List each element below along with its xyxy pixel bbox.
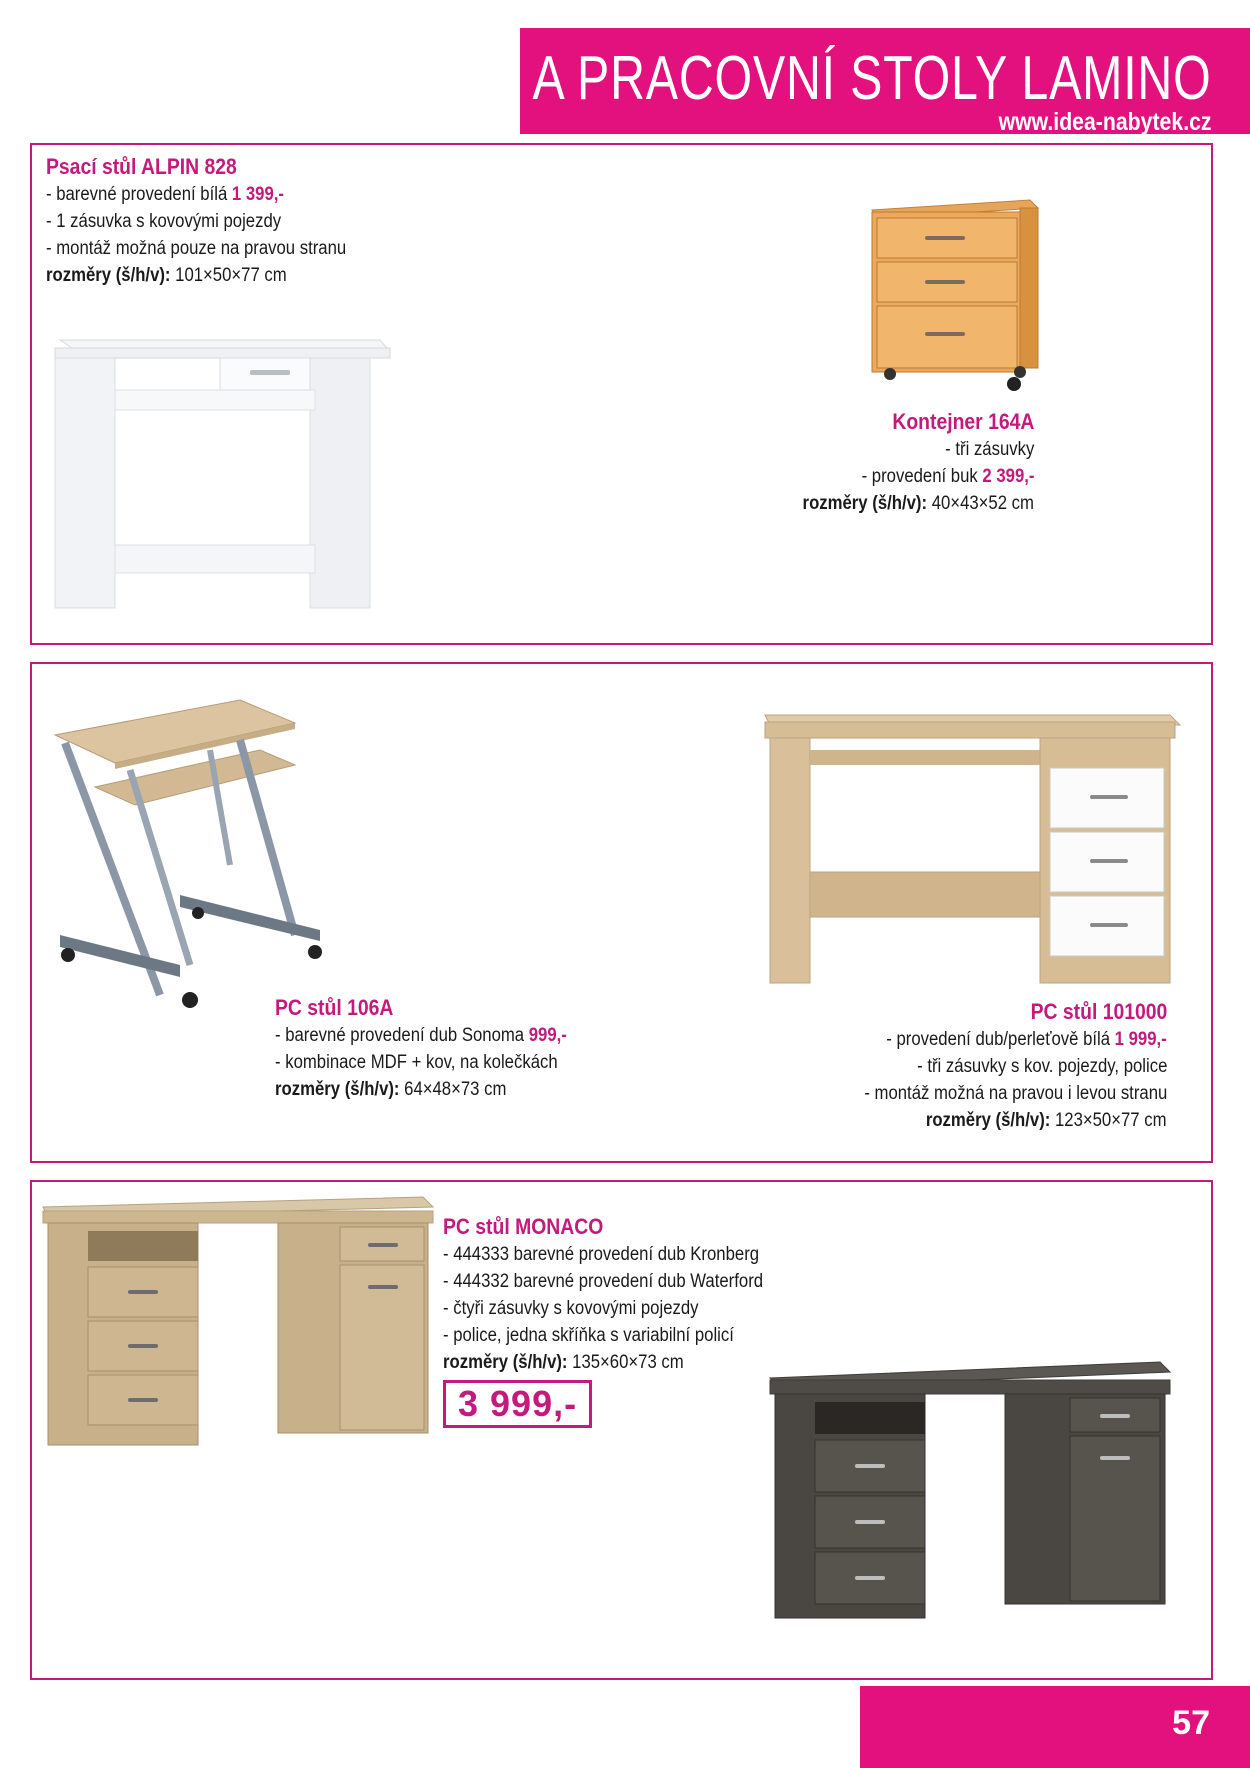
product-feature: - 444333 barevné provedení dub Kronberg — [443, 1244, 760, 1265]
product-feature: - barevné provedení bílá 1 399,- — [46, 184, 284, 205]
product-feature: - 444332 barevné provedení dub Waterford — [443, 1271, 764, 1292]
product-name: PC stůl 101000 — [1030, 999, 1167, 1024]
product-pc-stul-monaco — [443, 1213, 807, 1428]
product-dimensions: rozměry (š/h/v): 101×50×77 cm — [46, 265, 287, 286]
product-kontejner-164a — [771, 408, 1034, 517]
product-feature: - montáž možná na pravou i levou stranu — [864, 1083, 1167, 1104]
product-dimensions: rozměry (š/h/v): 64×48×73 cm — [275, 1079, 507, 1100]
page-title: PC A PRACOVNÍ STOLY LAMINO — [452, 44, 1212, 113]
pc-desk-106a-image — [50, 695, 350, 1015]
product-feature: - montáž možná pouze na pravou stranu — [46, 238, 347, 259]
price-box: 3 999,- — [443, 1380, 592, 1428]
kontejner-image — [870, 198, 1040, 393]
product-pc-stul-101000 — [823, 998, 1167, 1134]
pc-desk-101000-image — [760, 710, 1180, 990]
product-dimensions: rozměry (š/h/v): 40×43×52 cm — [802, 493, 1034, 514]
product-name: Kontejner 164A — [891, 409, 1034, 434]
product-feature: - provedení buk 2 399,- — [861, 466, 1034, 487]
product-price: 2 399,- — [981, 466, 1034, 487]
product-dimensions: rozměry (š/h/v): 135×60×73 cm — [443, 1352, 684, 1373]
alpin-desk-image — [40, 330, 400, 610]
product-feature: - police, jedna skříňka s variabilní policí — [443, 1325, 734, 1346]
product-feature: - barevné provedení dub Sonoma 999,- — [275, 1025, 567, 1046]
product-alpin-828 — [46, 153, 387, 289]
monaco-kronberg-image — [38, 1195, 438, 1450]
product-feature: - čtyři zásuvky s kovovými pojezdy — [443, 1298, 699, 1319]
product-feature: - kombinace MDF + kov, na kolečkách — [275, 1052, 558, 1073]
product-name: PC stůl 106A — [275, 995, 394, 1020]
monaco-waterford-image — [765, 1360, 1175, 1622]
header-banner — [452, 28, 1250, 136]
product-price: 1 399,- — [231, 184, 284, 205]
product-price: 1 999,- — [1114, 1029, 1167, 1050]
product-feature: - tři zásuvky — [944, 439, 1034, 460]
product-feature: - provedení dub/perleťově bílá 1 999,- — [886, 1029, 1167, 1050]
product-price: 999,- — [528, 1025, 567, 1046]
product-name: PC stůl MONACO — [443, 1214, 604, 1239]
page-number-box — [860, 1686, 1250, 1768]
product-feature: - tři zásuvky s kov. pojezdy, police — [916, 1056, 1167, 1077]
product-dimensions: rozměry (š/h/v): 123×50×77 cm — [926, 1110, 1167, 1131]
product-pc-stul-106a — [275, 994, 607, 1103]
product-name: Psací stůl ALPIN 828 — [46, 154, 237, 179]
website-url[interactable]: www.idea-nabytek.cz — [999, 108, 1212, 136]
page-number: 57 — [1172, 1704, 1210, 1742]
product-feature: - 1 zásuvka s kovovými pojezdy — [46, 211, 282, 232]
